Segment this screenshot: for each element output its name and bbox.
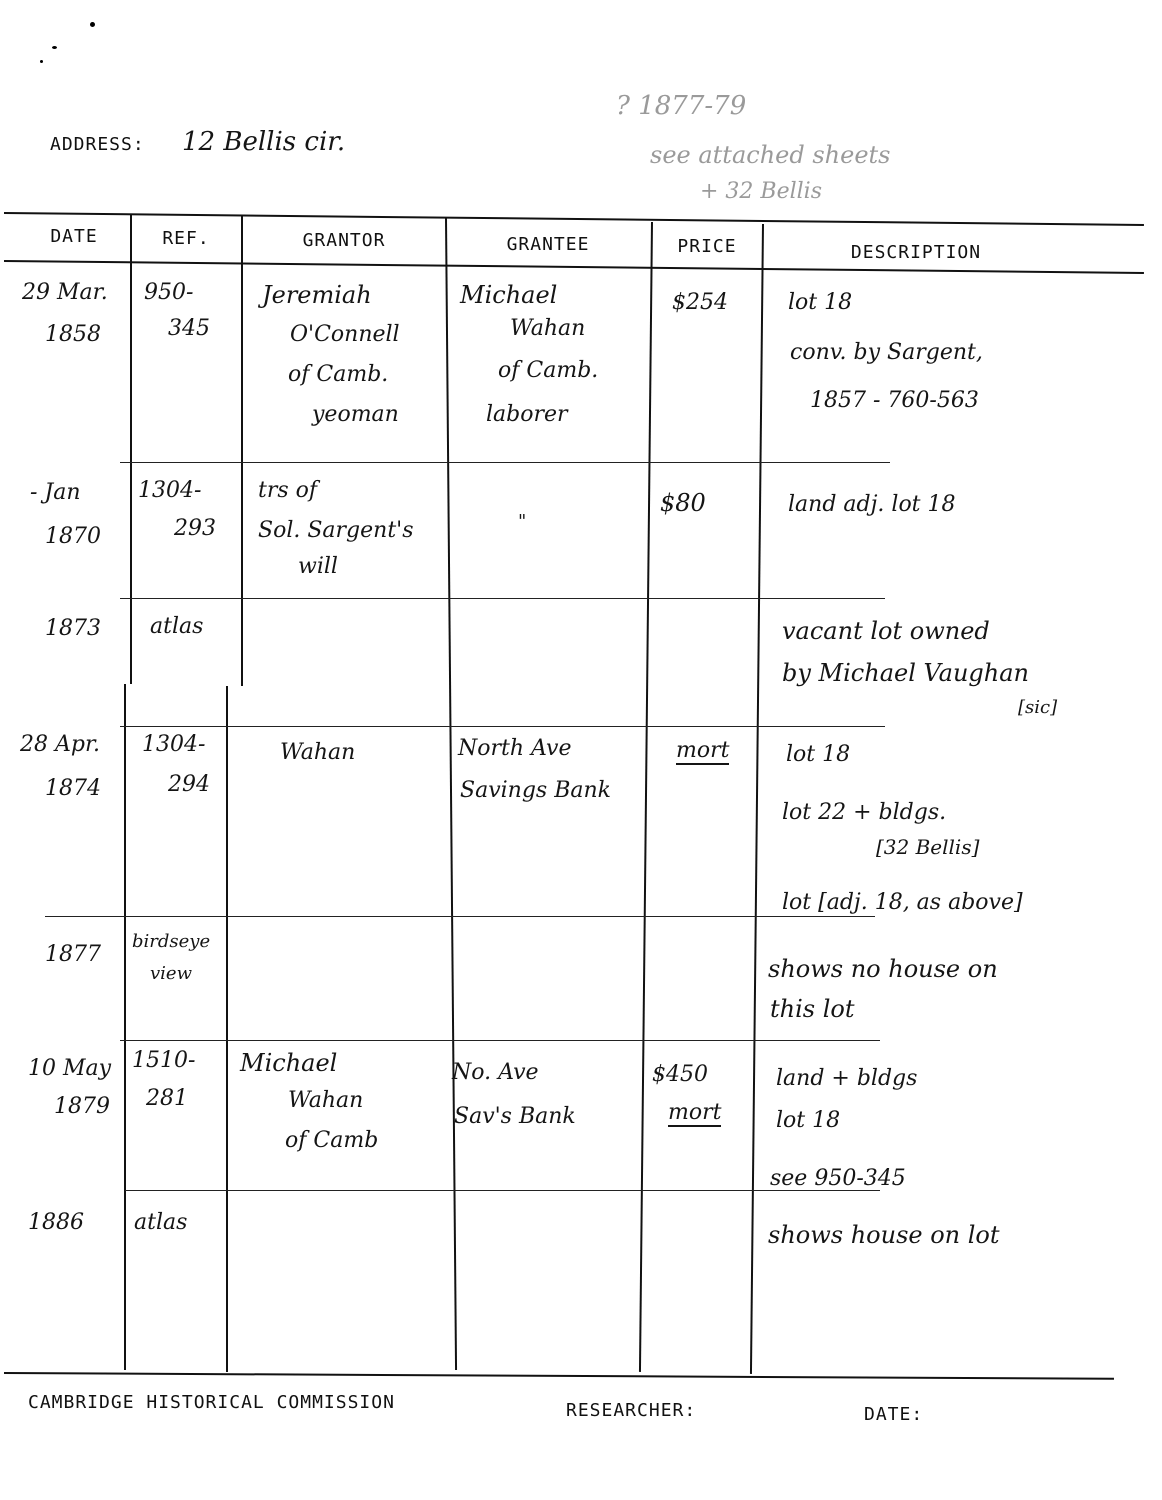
col-divider-1 bbox=[130, 214, 132, 684]
row-1-date-line-1: 29 Mar. bbox=[22, 280, 108, 305]
row-6-ref-line-1: 1510- bbox=[132, 1048, 196, 1073]
pencil-note-2: see attached sheets bbox=[650, 141, 891, 169]
row-5-date: 1877 bbox=[45, 942, 101, 967]
column-header-price: PRICE bbox=[677, 236, 737, 257]
row-6-description-line-1: land + bldgs bbox=[776, 1066, 918, 1091]
row-separator bbox=[120, 462, 890, 463]
row-4-date-line-1: 28 Apr. bbox=[20, 732, 101, 757]
row-6-price-line-1: $450 bbox=[652, 1062, 708, 1087]
row-separator bbox=[45, 916, 875, 917]
row-1-grantor-line-3: of Camb. bbox=[288, 362, 389, 387]
column-header-grantee: GRANTEE bbox=[506, 234, 590, 255]
row-7-description: shows house on lot bbox=[768, 1221, 1000, 1249]
row-6-description-line-2: lot 18 bbox=[776, 1108, 841, 1133]
row-5-description-line-2: this lot bbox=[770, 995, 855, 1023]
row-4-grantor: Wahan bbox=[280, 740, 356, 765]
pencil-note-1: ? 1877-79 bbox=[616, 91, 747, 121]
scan-speck bbox=[52, 46, 57, 49]
row-6-ref-line-2: 281 bbox=[146, 1086, 188, 1111]
column-header-date: DATE bbox=[50, 226, 98, 247]
row-4-grantee-line-2: Savings Bank bbox=[460, 778, 611, 803]
footer-organization: CAMBRIDGE HISTORICAL COMMISSION bbox=[28, 1392, 395, 1413]
row-1-description-line-3: 1857 - 760-563 bbox=[810, 388, 979, 413]
row-4-description-line-2: lot 22 + bldgs. bbox=[782, 800, 947, 825]
row-5-ref-line-2: view bbox=[150, 963, 192, 984]
row-2-grantor-line-1: trs of bbox=[258, 478, 318, 503]
row-separator bbox=[120, 1040, 880, 1041]
row-1-grantor-line-1: Jeremiah bbox=[262, 281, 372, 309]
col-divider-2b bbox=[226, 686, 228, 1372]
row-4-grantee-line-1: North Ave bbox=[458, 736, 572, 761]
row-2-grantor-line-2: Sol. Sargent's bbox=[258, 518, 414, 543]
row-4-description-line-3: [32 Bellis] bbox=[876, 835, 980, 859]
row-2-date-line-1: - Jan bbox=[30, 480, 81, 505]
row-1-description-line-2: conv. by Sargent, bbox=[790, 340, 983, 365]
row-7-date: 1886 bbox=[28, 1210, 84, 1235]
footer-date-label: DATE: bbox=[864, 1404, 924, 1425]
col-divider-3 bbox=[445, 218, 457, 1370]
row-4-ref-line-2: 294 bbox=[168, 772, 210, 797]
row-2-grantee: " bbox=[518, 511, 527, 532]
row-1-grantor-line-2: O'Connell bbox=[290, 322, 400, 347]
row-2-ref-line-1: 1304- bbox=[138, 478, 202, 503]
pencil-note-3: + 32 Bellis bbox=[700, 179, 822, 204]
footer-rule bbox=[4, 1372, 1114, 1380]
row-5-ref-line-1: birdseye bbox=[132, 931, 211, 952]
row-separator bbox=[125, 1190, 880, 1191]
row-1-description-line-1: lot 18 bbox=[788, 290, 853, 315]
row-3-ref: atlas bbox=[150, 614, 204, 639]
row-separator bbox=[120, 726, 885, 727]
row-1-grantee-line-1: Michael bbox=[460, 281, 558, 309]
row-7-ref: atlas bbox=[134, 1210, 188, 1235]
row-1-grantor-line-4: yeoman bbox=[312, 402, 399, 427]
row-4-description-line-1: lot 18 bbox=[786, 742, 851, 767]
row-1-price: $254 bbox=[672, 290, 728, 315]
row-2-price: $80 bbox=[660, 489, 706, 517]
scan-speck bbox=[40, 60, 43, 63]
row-1-date-line-2: 1858 bbox=[45, 322, 101, 347]
row-5-description-line-1: shows no house on bbox=[768, 955, 998, 983]
row-6-date-line-2: 1879 bbox=[54, 1094, 110, 1119]
col-divider-2 bbox=[241, 216, 243, 686]
address-label: ADDRESS: bbox=[50, 134, 145, 155]
row-6-date-line-1: 10 May bbox=[28, 1056, 112, 1081]
row-6-grantor-line-1: Michael bbox=[240, 1049, 338, 1077]
address-value: 12 Bellis cir. bbox=[182, 127, 346, 157]
column-header-ref: REF. bbox=[162, 228, 210, 249]
col-divider-5 bbox=[750, 224, 764, 1374]
row-6-grantor-line-3: of Camb bbox=[285, 1128, 379, 1153]
row-6-price-line-2: mort bbox=[668, 1100, 721, 1127]
row-4-description-line-4: lot [adj. 18, as above] bbox=[782, 890, 1023, 915]
row-1-grantee-line-3: of Camb. bbox=[498, 358, 599, 383]
row-6-description-line-3: see 950-345 bbox=[770, 1166, 906, 1191]
row-separator bbox=[120, 598, 885, 599]
row-4-price: mort bbox=[676, 738, 729, 765]
row-3-description-line-1: vacant lot owned bbox=[782, 617, 990, 645]
table-top-rule bbox=[4, 212, 1144, 226]
row-2-date-line-2: 1870 bbox=[45, 524, 101, 549]
row-1-ref-line-1: 950- bbox=[144, 280, 194, 305]
row-2-ref-line-2: 293 bbox=[174, 516, 216, 541]
row-3-description-line-2: by Michael Vaughan bbox=[782, 659, 1029, 687]
row-3-description-line-3: [sic] bbox=[1018, 697, 1058, 718]
row-6-grantee-line-1: No. Ave bbox=[452, 1060, 539, 1085]
column-header-grantor: GRANTOR bbox=[302, 230, 386, 251]
row-1-ref-line-2: 345 bbox=[168, 316, 210, 341]
row-2-description-line-1: land adj. lot 18 bbox=[788, 492, 956, 517]
column-header-description: DESCRIPTION bbox=[850, 242, 982, 263]
row-1-grantee-line-2: Wahan bbox=[510, 316, 586, 341]
row-6-grantor-line-2: Wahan bbox=[288, 1088, 364, 1113]
row-6-grantee-line-2: Sav's Bank bbox=[454, 1104, 576, 1129]
col-divider-1b bbox=[124, 684, 126, 1370]
row-1-grantee-line-4: laborer bbox=[486, 402, 568, 427]
scan-speck bbox=[90, 22, 95, 27]
col-divider-4 bbox=[639, 222, 653, 1372]
row-4-date-line-2: 1874 bbox=[45, 776, 101, 801]
row-2-grantor-line-3: will bbox=[298, 554, 338, 579]
footer-researcher-label: RESEARCHER: bbox=[566, 1400, 697, 1421]
row-3-date: 1873 bbox=[45, 616, 101, 641]
row-4-ref-line-1: 1304- bbox=[142, 732, 206, 757]
